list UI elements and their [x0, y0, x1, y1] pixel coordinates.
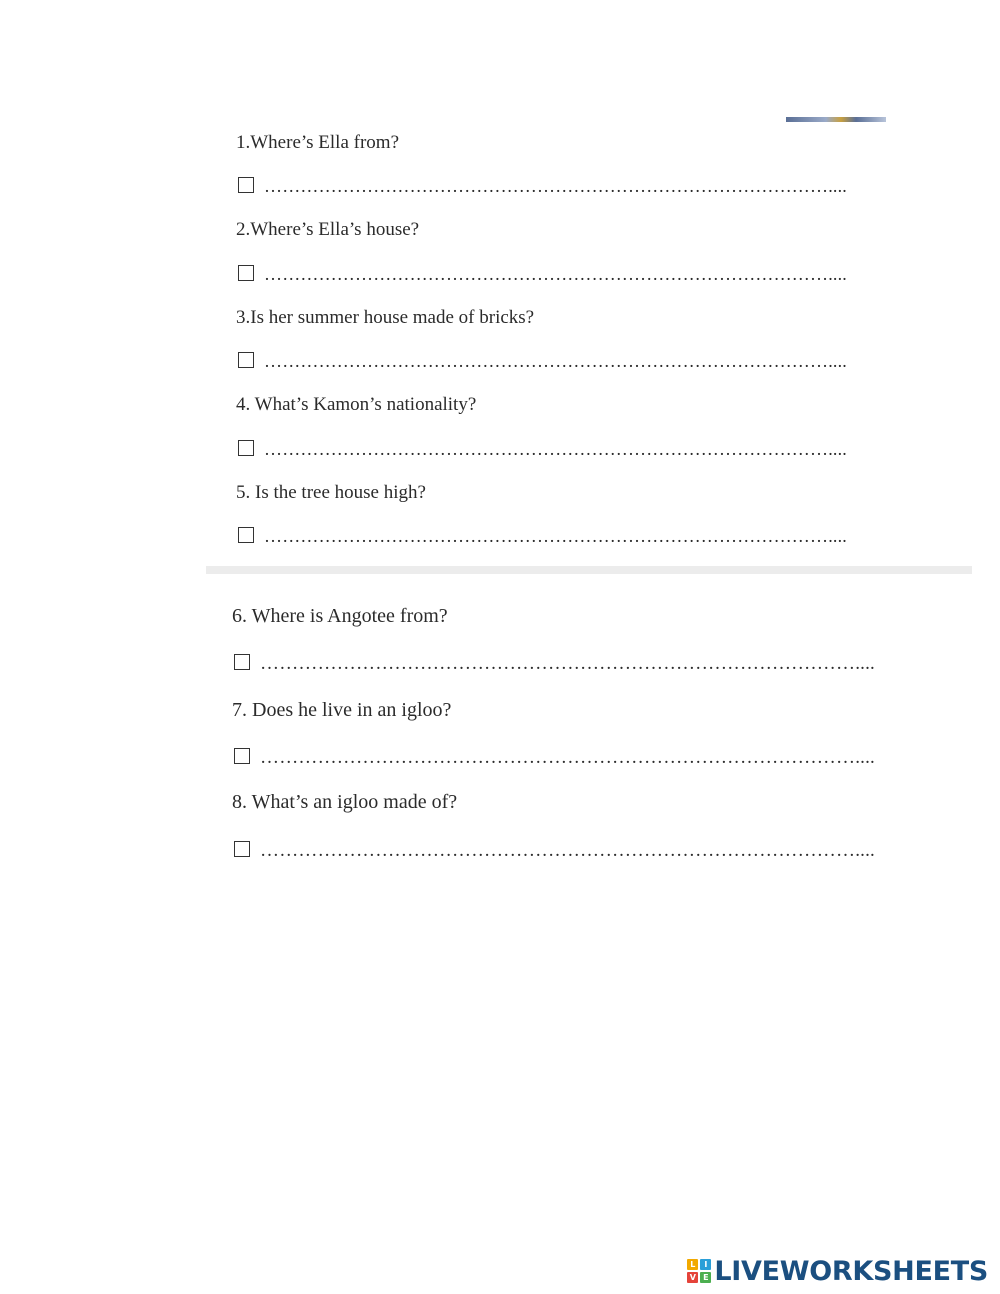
checkbox-3[interactable]	[238, 352, 254, 368]
header-decoration	[786, 117, 886, 122]
logo-letter-i: I	[700, 1259, 711, 1270]
question-8: 8. What’s an igloo made of?	[232, 791, 458, 813]
question-5: 5. Is the tree house high?	[236, 482, 426, 503]
checkbox-6[interactable]	[234, 654, 250, 670]
answer-line-8[interactable]: …………………………………………………………………………………....	[234, 840, 952, 862]
logo-letter-l: L	[687, 1259, 698, 1270]
answer-line-4[interactable]: …………………………………………………………………………………....	[238, 439, 914, 460]
answer-line-5[interactable]: …………………………………………………………………………………....	[238, 526, 914, 547]
logo-mark-icon	[687, 1259, 711, 1283]
question-1: 1.Where’s Ella from?	[236, 132, 400, 153]
logo-text: LIVEWORKSHEETS	[714, 1255, 988, 1287]
checkbox-1[interactable]	[238, 177, 254, 193]
checkbox-7[interactable]	[234, 748, 250, 764]
logo-letter-e: E	[700, 1272, 711, 1283]
section-divider	[206, 566, 972, 574]
liveworksheets-logo	[687, 1253, 988, 1289]
checkbox-5[interactable]	[238, 527, 254, 543]
logo-letter-v: V	[687, 1272, 698, 1283]
question-6: 6. Where is Angotee from?	[232, 605, 448, 627]
answer-line-7[interactable]: …………………………………………………………………………………....	[234, 747, 952, 769]
question-4: 4. What’s Kamon’s nationality?	[236, 394, 477, 415]
question-2: 2.Where’s Ella’s house?	[236, 219, 420, 240]
answer-line-1[interactable]: …………………………………………………………………………………....	[238, 176, 914, 197]
question-3: 3.Is her summer house made of bricks?	[236, 307, 535, 328]
checkbox-8[interactable]	[234, 841, 250, 857]
answer-line-6[interactable]: …………………………………………………………………………………....	[234, 653, 952, 675]
checkbox-2[interactable]	[238, 265, 254, 281]
checkbox-4[interactable]	[238, 440, 254, 456]
answer-line-2[interactable]: …………………………………………………………………………………....	[238, 264, 914, 285]
question-7: 7. Does he live in an igloo?	[232, 699, 452, 721]
answer-line-3[interactable]: …………………………………………………………………………………....	[238, 351, 914, 372]
